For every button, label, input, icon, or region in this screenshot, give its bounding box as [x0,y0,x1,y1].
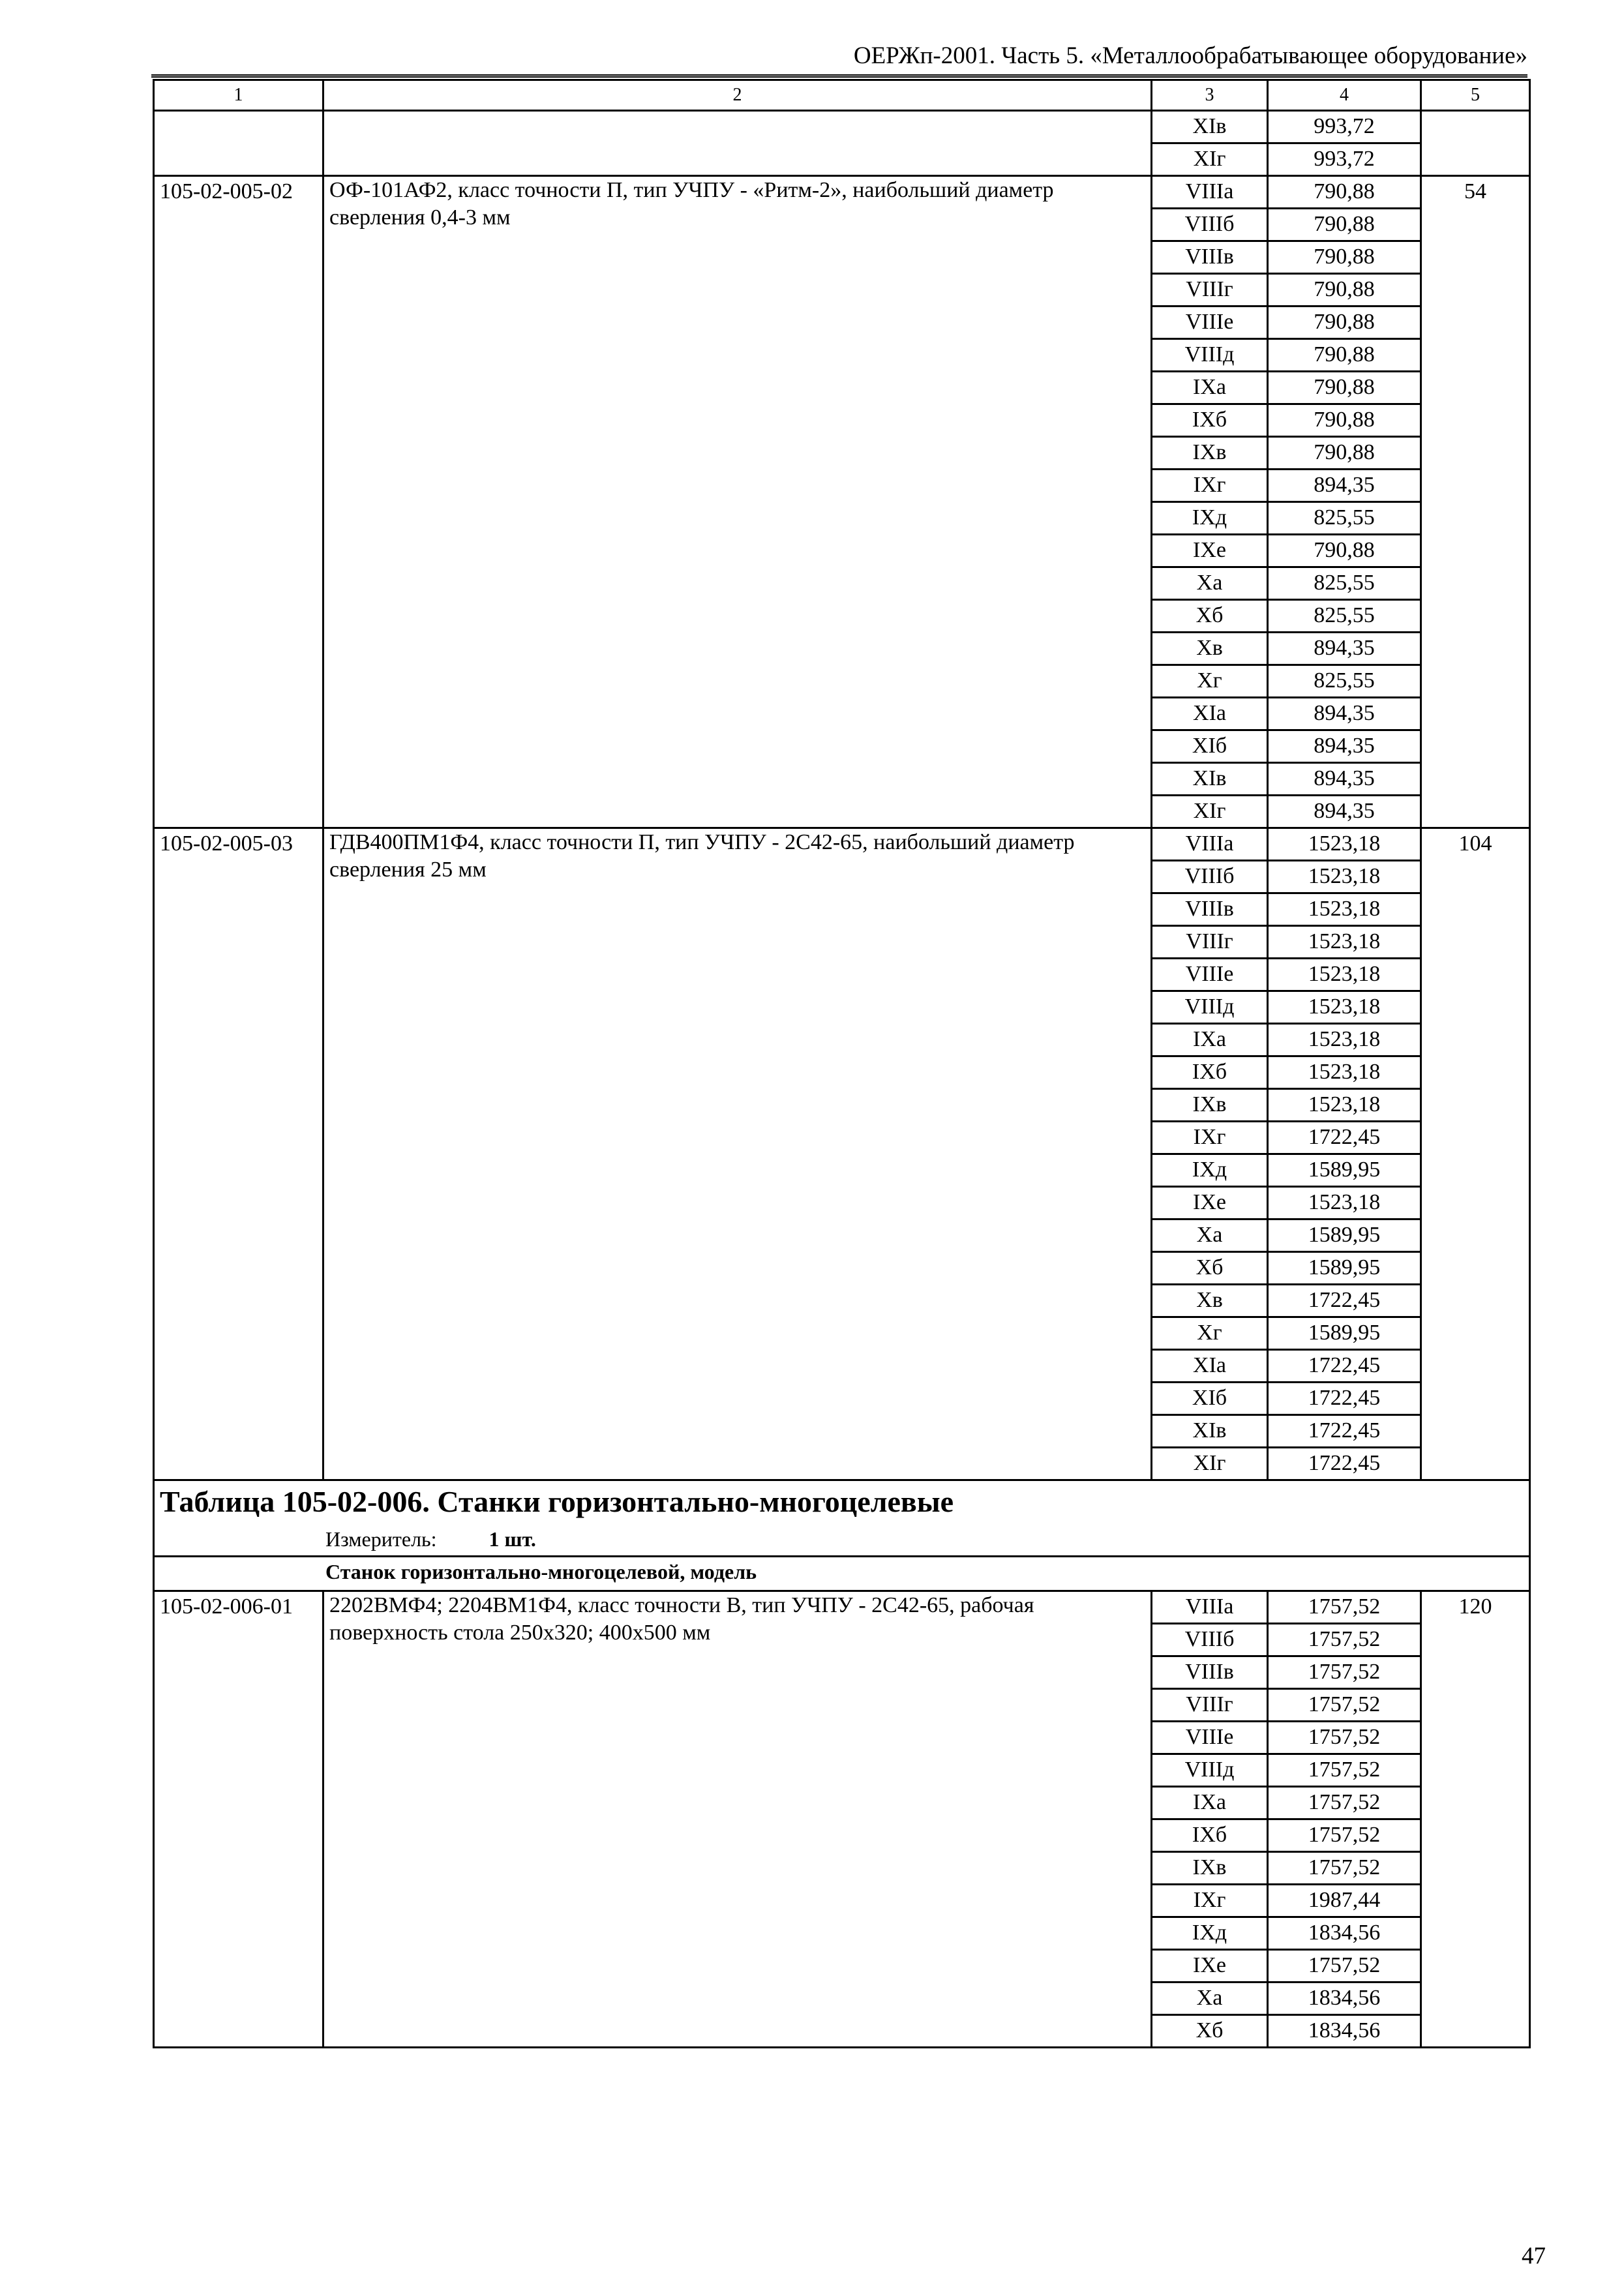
zone-cell: VIIIг [1152,274,1268,307]
price-cell: 825,55 [1268,600,1421,633]
zone-cell: Xа [1152,1219,1268,1252]
weight-cell [1421,111,1530,176]
price-cell: 1757,52 [1268,1950,1421,1982]
zone-cell: VIIIа [1152,828,1268,861]
section-heading-cell [154,1480,1530,1557]
column-number: 2 [323,80,1152,111]
price-cell: 1757,52 [1268,1624,1421,1656]
price-cell: 894,35 [1268,698,1421,730]
price-cell: 1834,56 [1268,1917,1421,1950]
price-cell: 1722,45 [1268,1350,1421,1383]
zone-cell: XIа [1152,1350,1268,1383]
price-cell: 790,88 [1268,209,1421,241]
price-cell: 993,72 [1268,111,1421,143]
resource-code [154,111,323,176]
price-cell: 1523,18 [1268,991,1421,1024]
price-cell: 825,55 [1268,567,1421,600]
weight-cell: 104 [1421,828,1530,1480]
price-cell: 1589,95 [1268,1317,1421,1350]
zone-cell: VIIIд [1152,339,1268,372]
zone-cell: Xб [1152,600,1268,633]
zone-cell: XIв [1152,111,1268,143]
zone-cell: IXг [1152,1885,1268,1917]
price-cell: 894,35 [1268,796,1421,828]
zone-cell: IXд [1152,502,1268,535]
price-cell: 1523,18 [1268,893,1421,926]
resource-description: ГДВ400ПМ1Ф4, класс точности П, тип УЧПУ - 2С42-65, наибольший диаметр сверления 25 мм [323,828,1152,1480]
price-cell: 993,72 [1268,143,1421,176]
price-cell: 1523,18 [1268,1187,1421,1219]
price-cell: 790,88 [1268,176,1421,209]
resource-code: 105-02-006-01 [154,1591,323,2048]
zone-cell: XIв [1152,763,1268,796]
weight-cell: 54 [1421,176,1530,828]
price-cell: 790,88 [1268,437,1421,470]
section-meter [155,1523,1529,1555]
price-cell: 894,35 [1268,763,1421,796]
price-cell: 894,35 [1268,730,1421,763]
page-number: 47 [1522,2243,1546,2269]
group-heading-row [154,1557,1530,1591]
column-number-row [154,80,1530,111]
running-header: ОЕРЖп-2001. Часть 5. «Металлообрабатывающее оборудование» [151,39,1527,78]
zone-cell: Xб [1152,1252,1268,1285]
zone-cell: VIIIе [1152,1722,1268,1754]
weight-cell: 120 [1421,1591,1530,2048]
resource-description: 2202ВМФ4; 2204ВМ1Ф4, класс точности В, тип УЧПУ - 2С42-65, рабочая поверхность стола 250х320; 400х500 мм [323,1591,1152,2048]
price-cell: 1589,95 [1268,1154,1421,1187]
zone-cell: VIIIа [1152,1591,1268,1624]
zone-cell: Xв [1152,1285,1268,1317]
table-row [154,176,1530,209]
zone-cell: Xг [1152,1317,1268,1350]
price-cell: 894,35 [1268,470,1421,502]
price-cell: 1589,95 [1268,1252,1421,1285]
section-heading-row [154,1480,1530,1557]
price-cell: 1523,18 [1268,861,1421,893]
resource-code: 105-02-005-03 [154,828,323,1480]
price-cell: 1523,18 [1268,959,1421,991]
zone-cell: VIIIд [1152,1754,1268,1787]
resource-description [323,111,1152,176]
norms-table [153,79,1531,2048]
zone-cell: IXа [1152,1024,1268,1056]
meter-label: Измеритель: [325,1527,437,1551]
zone-cell: IXб [1152,1819,1268,1852]
zone-cell: VIIIб [1152,1624,1268,1656]
zone-cell: VIIIе [1152,959,1268,991]
zone-cell: IXе [1152,1950,1268,1982]
price-cell: 825,55 [1268,502,1421,535]
price-cell: 790,88 [1268,241,1421,274]
table-row [154,1591,1530,1624]
zone-cell: VIIIб [1152,209,1268,241]
column-number: 4 [1268,80,1421,111]
zone-cell: IXе [1152,535,1268,567]
table-row [154,828,1530,861]
price-cell: 825,55 [1268,665,1421,698]
zone-cell: XIг [1152,796,1268,828]
section-title: Таблица 105-02-006. Станки горизонтально-многоцелевые [160,1485,954,1518]
zone-cell: VIIIв [1152,1656,1268,1689]
zone-cell: Xг [1152,665,1268,698]
price-cell: 1589,95 [1268,1219,1421,1252]
zone-cell: IXг [1152,470,1268,502]
zone-cell: IXд [1152,1154,1268,1187]
price-cell: 790,88 [1268,307,1421,339]
norms-table-body [154,80,1530,2048]
zone-cell: IXа [1152,372,1268,404]
price-cell: 1523,18 [1268,1089,1421,1122]
zone-cell: IXе [1152,1187,1268,1219]
zone-cell: VIIIв [1152,241,1268,274]
price-cell: 1722,45 [1268,1285,1421,1317]
zone-cell: Xа [1152,1982,1268,2015]
price-cell: 1757,52 [1268,1787,1421,1819]
price-cell: 1722,45 [1268,1448,1421,1480]
meter-value: 1 шт. [489,1527,536,1551]
price-cell: 1987,44 [1268,1885,1421,1917]
zone-cell: VIIIд [1152,991,1268,1024]
price-cell: 1523,18 [1268,828,1421,861]
zone-cell: VIIIг [1152,926,1268,959]
zone-cell: XIг [1152,1448,1268,1480]
price-cell: 1757,52 [1268,1656,1421,1689]
price-cell: 1757,52 [1268,1722,1421,1754]
zone-cell: XIа [1152,698,1268,730]
zone-cell: Xа [1152,567,1268,600]
price-cell: 790,88 [1268,404,1421,437]
resource-description: ОФ-101АФ2, класс точности П, тип УЧПУ - «Ритм-2», наибольший диаметр сверления 0,4-3 мм [323,176,1152,828]
zone-cell: VIIIа [1152,176,1268,209]
zone-cell: IXа [1152,1787,1268,1819]
zone-cell: IXв [1152,1089,1268,1122]
table-row [154,111,1530,143]
price-cell: 1834,56 [1268,2015,1421,2048]
zone-cell: XIг [1152,143,1268,176]
column-number: 1 [154,80,323,111]
zone-cell: VIIIе [1152,307,1268,339]
zone-cell: Xб [1152,2015,1268,2048]
price-cell: 1757,52 [1268,1689,1421,1722]
zone-cell: IXв [1152,1852,1268,1885]
zone-cell: IXв [1152,437,1268,470]
price-cell: 1523,18 [1268,926,1421,959]
zone-cell: XIв [1152,1415,1268,1448]
zone-cell: Xв [1152,633,1268,665]
zone-cell: VIIIв [1152,893,1268,926]
price-cell: 790,88 [1268,372,1421,404]
column-number: 5 [1421,80,1530,111]
price-cell: 1523,18 [1268,1024,1421,1056]
price-cell: 1722,45 [1268,1383,1421,1415]
zone-cell: IXб [1152,1056,1268,1089]
price-cell: 1722,45 [1268,1122,1421,1154]
zone-cell: XIб [1152,1383,1268,1415]
zone-cell: IXд [1152,1917,1268,1950]
column-number: 3 [1152,80,1268,111]
zone-cell: VIIIг [1152,1689,1268,1722]
resource-code: 105-02-005-02 [154,176,323,828]
price-cell: 1757,52 [1268,1754,1421,1787]
zone-cell: IXб [1152,404,1268,437]
price-cell: 1722,45 [1268,1415,1421,1448]
zone-cell: XIб [1152,730,1268,763]
price-cell: 1523,18 [1268,1056,1421,1089]
price-cell: 790,88 [1268,535,1421,567]
price-cell: 790,88 [1268,274,1421,307]
price-cell: 790,88 [1268,339,1421,372]
price-cell: 1834,56 [1268,1982,1421,2015]
group-title: Станок горизонтально-многоцелевой, модель [154,1557,1530,1591]
price-cell: 1757,52 [1268,1819,1421,1852]
price-cell: 1757,52 [1268,1852,1421,1885]
price-cell: 894,35 [1268,633,1421,665]
price-cell: 1757,52 [1268,1591,1421,1624]
zone-cell: VIIIб [1152,861,1268,893]
zone-cell: IXг [1152,1122,1268,1154]
